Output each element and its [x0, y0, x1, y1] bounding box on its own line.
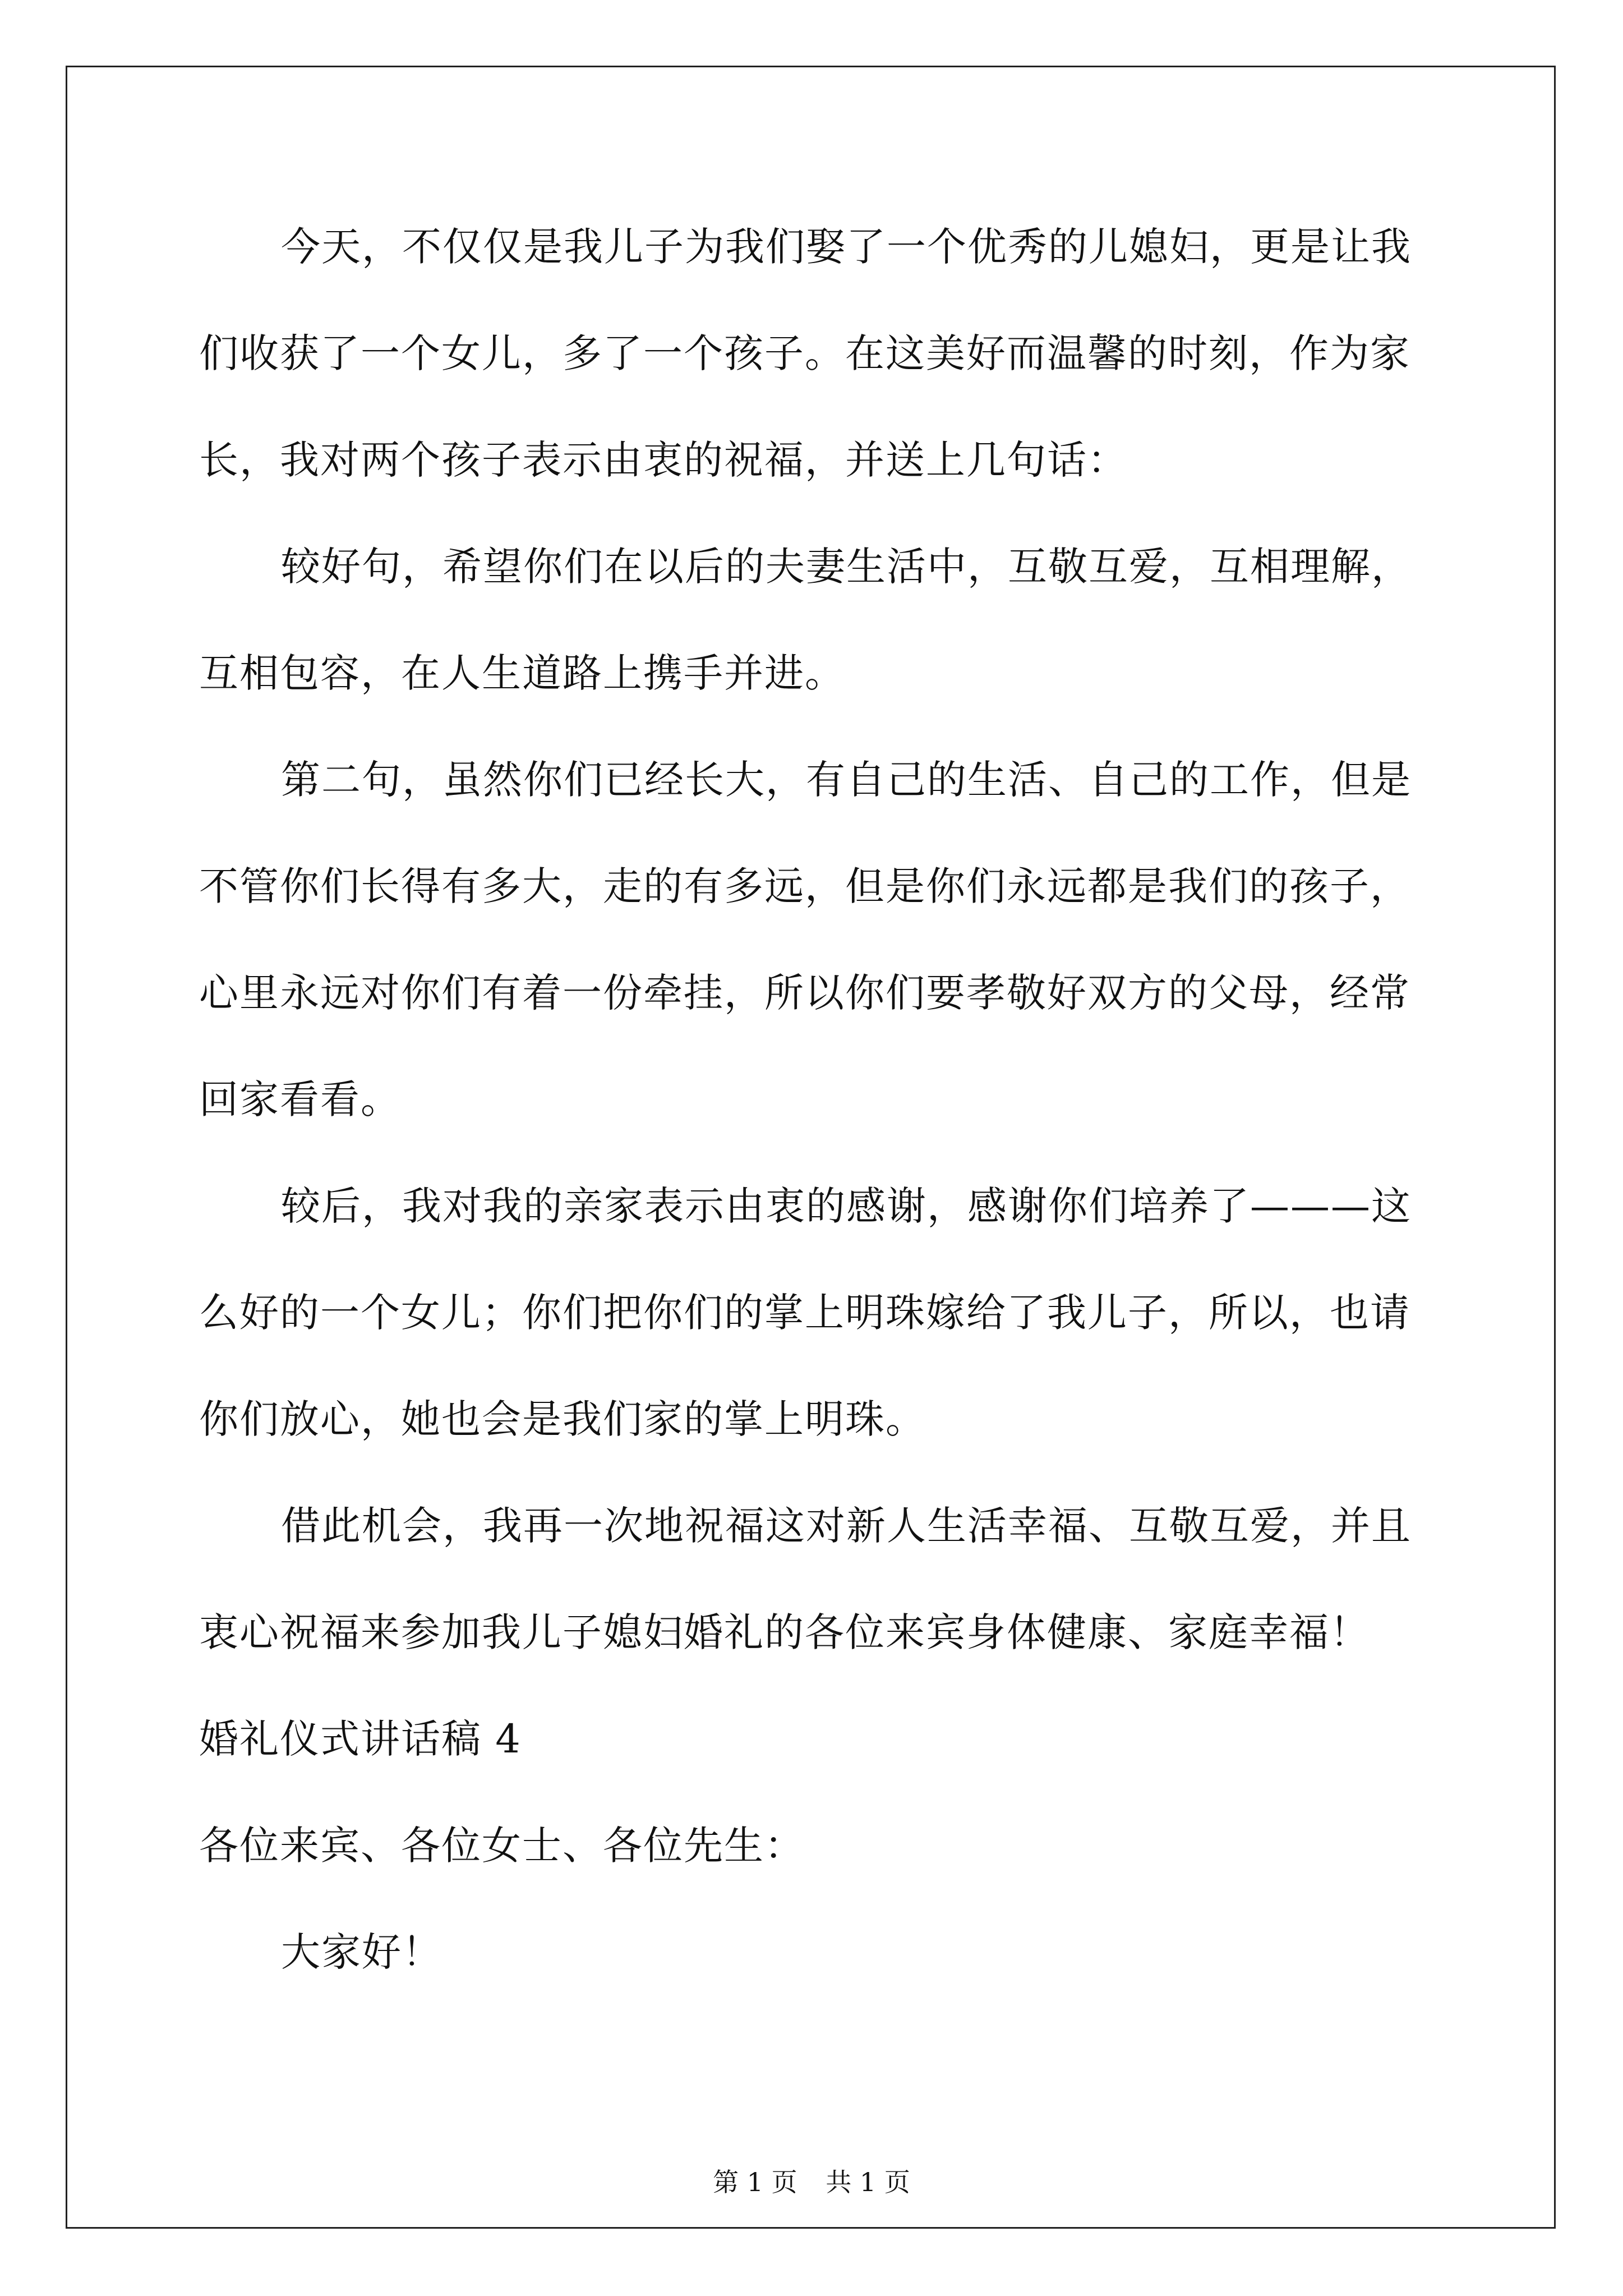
paragraph-line: 今天，不仅仅是我儿子为我们娶了一个优秀的儿媳妇，更是让我: [281, 224, 1412, 270]
paragraph-line: 长，我对两个孩子表示由衷的祝福，并送上几句话：: [199, 437, 1128, 483]
paragraph-line: 么好的一个女儿；你们把你们的掌上明珠嫁给了我儿子，所以，也请: [199, 1290, 1410, 1336]
paragraph-line: 较后，我对我的亲家表示由衷的感谢，感谢你们培养了———这: [281, 1183, 1412, 1229]
salutation-line: 各位来宾、各位女士、各位先生：: [199, 1823, 805, 1869]
paragraph-line: 借此机会，我再一次地祝福这对新人生活幸福、互敬互爱，并且: [281, 1503, 1412, 1549]
paragraph-line: 你们放心，她也会是我们家的掌上明珠。: [199, 1396, 926, 1442]
page-total: 共 1 页: [826, 2167, 910, 2197]
greeting-line: 大家好！: [281, 1929, 442, 1975]
page-footer: [0, 2165, 1623, 2199]
paragraph-line: 第二句，虽然你们已经长大，有自己的生活、自己的工作，但是: [281, 757, 1412, 803]
paragraph-line: 回家看看。: [199, 1076, 401, 1122]
paragraph-line: 不管你们长得有多大，走的有多远，但是你们永远都是我们的孩子，: [199, 863, 1410, 909]
paragraph-line: 互相包容，在人生道路上携手并进。: [199, 650, 845, 696]
page-border: [66, 66, 1556, 2229]
paragraph-line: 较好句，希望你们在以后的夫妻生活中，互敬互爱，互相理解，: [281, 544, 1412, 590]
paragraph-line: 心里永远对你们有着一份牵挂，所以你们要孝敬好双方的父母，经常: [199, 970, 1410, 1016]
paragraph-line: 们收获了一个女儿，多了一个孩子。在这美好而温馨的时刻，作为家: [199, 330, 1410, 376]
page-number: 第 1 页: [713, 2167, 797, 2197]
section-heading: 婚礼仪式讲话稿 4: [199, 1716, 522, 1762]
paragraph-line: 衷心祝福来参加我儿子媳妇婚礼的各位来宾身体健康、家庭幸福！: [199, 1609, 1370, 1655]
